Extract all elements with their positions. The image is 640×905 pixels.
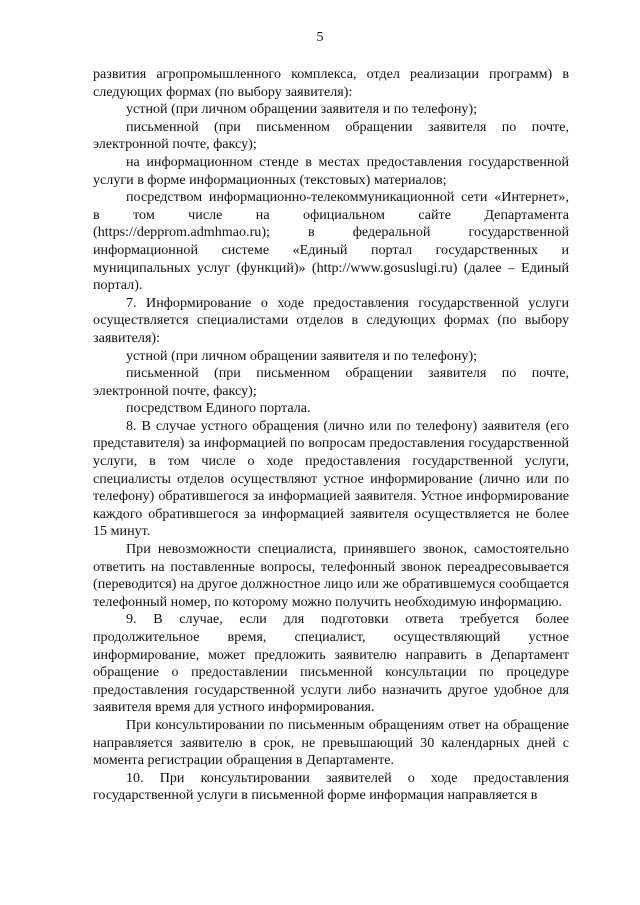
paragraph: посредством информационно-телекоммуникационной сети «Интернет», в том числе на официальном сайте Департамента (https://depprom.admhmao.ru); в федеральной государственной информационной системе «Единый портал государственных и муниципальных услуг (функций)» (http://www.gosuslugi.ru) (далее – Единый портал). xyxy=(93,189,569,294)
paragraph: При невозможности специалиста, принявшего звонок, самостоятельно ответить на поставленные вопросы, телефонный звонок переадресовывается (переводится) на другое должностное лицо или же обратившемуся сообщается телефонный номер, по которому можно получить необходимую информацию. xyxy=(93,541,569,610)
paragraph: посредством Единого портала. xyxy=(126,400,311,417)
paragraph: письменной (при письменном обращении заявителя по почте, электронной почте, факсу); xyxy=(93,365,569,399)
paragraph: устной (при личном обращении заявителя и по телефону); xyxy=(126,101,478,118)
paragraph: устной (при личном обращении заявителя и по телефону); xyxy=(126,347,478,364)
paragraph: 10. При консультировании заявителей о ходе предоставления государственной услуги в письменной форме информация направляется в xyxy=(93,769,569,804)
paragraph: 8. В случае устного обращения (лично или по телефону) заявителя (его представителя) за информацией по вопросам предоставления государственной услуги, в том числе о ходе предоставления государственной услуги, специалисты отделов осуществляют устное информирование (лично или по телефону) обратившегося за информацией заявителя. Устное информирование каждого обратившегося за информацией заявителя осуществляется не более 15 минут. xyxy=(93,417,569,540)
paragraph: При консультировании по письменным обращениям ответ на обращение направляется заявителю в срок, не превышающий 30 календарных дней с момента регистрации обращения в Департаменте. xyxy=(93,716,569,769)
paragraph: на информационном стенде в местах предоставления государственной услуги в форме информационных (текстовых) материалов; xyxy=(93,153,569,188)
paragraph: 9. В случае, если для подготовки ответа требуется более продолжительное время, специалист, осуществляющий устное информирование, может предложить заявителю направить в Департамент обращение о предоставлении письменной консультации по процедуре предоставления государственной услуги либо назначить другое удобное для заявителя время для устного информирования. xyxy=(93,611,569,716)
document-body xyxy=(93,66,569,805)
paragraph: 7. Информирование о ходе предоставления государственной услуги осуществляется специалистами отделов в следующих формах (по выбору заявителя): xyxy=(93,294,569,346)
page-number: 5 xyxy=(316,30,324,45)
paragraph: развития агропромышленного комплекса, отдел реализации программ) в следующих формах (по выбору заявителя): xyxy=(93,66,569,100)
paragraph: письменной (при письменном обращении заявителя по почте, электронной почте, факсу); xyxy=(93,118,569,153)
